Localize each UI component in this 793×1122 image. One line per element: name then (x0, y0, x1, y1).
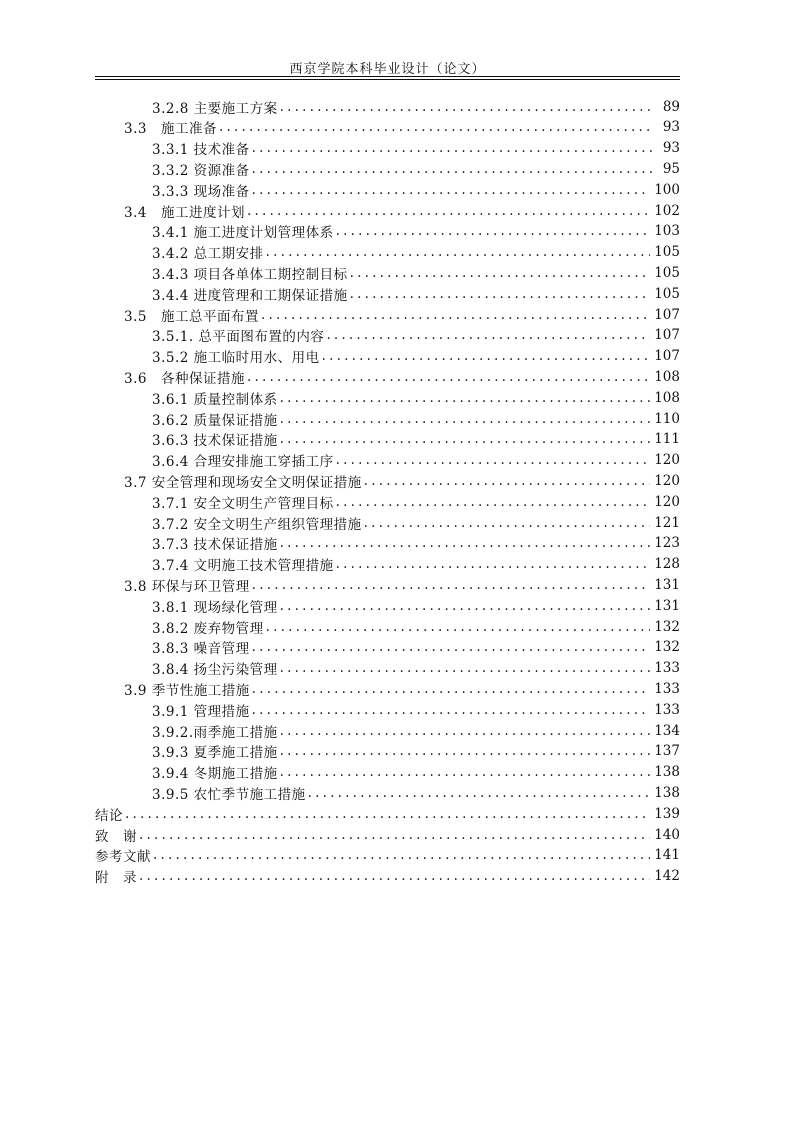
toc-entry-page: 133 (654, 660, 680, 677)
toc-entry[interactable] (124, 304, 680, 325)
toc-entry-label: 3.8.1 现场绿化管理 (152, 599, 278, 616)
toc-entry[interactable] (152, 762, 680, 783)
toc-leader-dots (364, 515, 651, 531)
toc-entry-label: 3.5.1. 总平面图布置的内容 (152, 329, 325, 346)
toc-entry-label: 3.4.4 进度管理和工期保证措施 (152, 287, 348, 304)
toc-entry-label: 3.7.4 文明施工技术管理措施 (152, 558, 334, 575)
toc-leader-dots (280, 764, 651, 780)
toc-entry-page: 140 (654, 826, 680, 843)
toc-entry-label: 3.9.5 农忙季节施工措施 (152, 786, 306, 803)
toc-leader-dots (252, 702, 651, 718)
header-rule-thin (95, 79, 680, 80)
toc-entry-label: 3.6.4 合理安排施工穿插工序 (152, 454, 334, 471)
toc-entry-label: 3.4.3 项目各单体工期控制目标 (152, 266, 348, 283)
toc-leader-dots (252, 681, 650, 697)
toc-entry[interactable] (152, 283, 680, 304)
toc-entry-page: 134 (654, 722, 680, 739)
toc-entry[interactable] (152, 96, 680, 117)
toc-leader-dots (280, 431, 651, 447)
toc-entry[interactable] (152, 720, 680, 741)
toc-entry-label: 附 录 (95, 870, 137, 887)
toc-entry-label: 3.9.2.雨季施工措施 (152, 724, 278, 741)
toc-leader-dots (252, 161, 654, 177)
toc-entry[interactable] (124, 366, 680, 387)
toc-entry[interactable] (124, 574, 680, 595)
toc-entry-label: 3.7 安全管理和现场安全文明保证措施 (124, 474, 362, 491)
toc-entry[interactable] (152, 637, 680, 658)
toc-entry-label: 3.7.3 技术保证措施 (152, 537, 278, 554)
toc-entry-page: 108 (654, 389, 680, 406)
toc-entry-page: 89 (662, 98, 680, 115)
toc-entry-label: 结论 (95, 807, 123, 824)
toc-entry-page: 108 (654, 368, 680, 385)
toc-entry[interactable] (152, 658, 680, 679)
toc-entry-page: 110 (654, 410, 680, 427)
toc-entry-label: 3.6 各种保证措施 (124, 370, 245, 387)
toc-entry-page: 105 (654, 285, 680, 302)
toc-entry[interactable] (152, 408, 680, 429)
toc-entry-page: 105 (654, 264, 680, 281)
toc-leader-dots (266, 619, 651, 635)
toc-entry-page: 107 (654, 306, 680, 323)
toc-leader-dots (308, 785, 651, 801)
toc-entry[interactable] (152, 533, 680, 554)
toc-leader-dots (252, 577, 650, 593)
toc-entry[interactable] (124, 117, 680, 138)
toc-entry-page: 105 (654, 244, 680, 261)
toc-leader-dots (139, 868, 650, 884)
toc-entry[interactable] (152, 782, 680, 803)
toc-entry-label: 致 谢 (95, 828, 137, 845)
toc-entry-page: 141 (654, 847, 680, 864)
toc-entry-label: 3.6.2 质量保证措施 (152, 412, 278, 429)
toc-entry-label: 3.8.2 废弃物管理 (152, 620, 264, 637)
toc-entry-page: 120 (654, 493, 680, 510)
toc-leader-dots (280, 723, 651, 739)
toc-entry-label: 3.6.3 技术保证措施 (152, 433, 278, 450)
toc-entry-page: 107 (654, 327, 680, 344)
header-rule-thick (95, 76, 680, 77)
page-header-title: 西京学院本科毕业设计（论文） (289, 62, 486, 77)
toc-leader-dots (247, 369, 650, 385)
toc-leader-dots (280, 535, 651, 551)
toc-entry-label: 3.8.4 扬尘污染管理 (152, 662, 278, 679)
toc-leader-dots (350, 286, 651, 302)
toc-entry-page: 107 (654, 348, 680, 365)
toc-entry-page: 138 (654, 764, 680, 781)
toc-entry[interactable] (152, 741, 680, 762)
toc-leader-dots (247, 203, 650, 219)
toc-entry-page: 128 (654, 556, 680, 573)
toc-entry-label: 3.4.1 施工进度计划管理体系 (152, 225, 334, 242)
toc-leader-dots (350, 265, 651, 281)
toc-entry-page: 123 (654, 535, 680, 552)
toc-leader-dots (280, 660, 651, 676)
toc-entry[interactable] (152, 262, 680, 283)
toc-entry-label: 3.5.2 施工临时用水、用电 (152, 350, 320, 367)
toc-entry-label: 3.5 施工总平面布置 (124, 308, 259, 325)
toc-entry-page: 102 (654, 202, 680, 219)
toc-entry-page: 139 (654, 805, 680, 822)
toc-entry-page: 120 (654, 452, 680, 469)
toc-entry-label: 3.9 季节性施工措施 (124, 682, 250, 699)
toc-entry[interactable] (152, 221, 680, 242)
toc-entry-page: 131 (654, 597, 680, 614)
toc-entry-page: 133 (654, 701, 680, 718)
toc-entry-label: 3.8.3 噪音管理 (152, 641, 250, 658)
toc-entry[interactable] (152, 242, 680, 263)
toc-entry-label: 3.3.2 资源准备 (152, 162, 250, 179)
toc-leader-dots (322, 348, 651, 364)
toc-entry-label: 3.8 环保与环卫管理 (124, 578, 250, 595)
toc-entry[interactable] (152, 554, 680, 575)
toc-entry[interactable] (152, 512, 680, 533)
toc-entry-page: 93 (662, 119, 680, 136)
toc-leader-dots (280, 99, 654, 115)
toc-leader-dots (280, 598, 651, 614)
toc-entry[interactable] (152, 387, 680, 408)
toc-entry[interactable] (152, 158, 680, 179)
toc-entry[interactable] (152, 179, 680, 200)
toc-leader-dots (252, 182, 651, 198)
toc-leader-dots (280, 411, 651, 427)
toc-entry-label: 参考文献 (95, 849, 151, 866)
toc-entry-page: 111 (654, 431, 680, 448)
toc-entry-label: 3.2.8 主要施工方案 (152, 100, 278, 117)
toc-leader-dots (261, 307, 650, 323)
toc-leader-dots (219, 119, 654, 135)
toc-entry[interactable] (95, 845, 680, 866)
toc-entry-label: 3.9.3 夏季施工措施 (152, 745, 278, 762)
toc-entry-page: 121 (654, 514, 680, 531)
toc-entry-page: 137 (654, 743, 680, 760)
toc-entry-label: 3.3 施工准备 (124, 121, 217, 138)
toc-entry-page: 132 (654, 639, 680, 656)
toc-entry[interactable] (152, 616, 680, 637)
toc-entry-page: 132 (654, 618, 680, 635)
toc-entry-label: 3.9.4 冬期施工措施 (152, 766, 278, 783)
toc-leader-dots (336, 452, 651, 468)
toc-entry-label: 3.3.1 技术准备 (152, 142, 250, 159)
toc-entry-label: 3.7.2 安全文明生产组织管理措施 (152, 516, 362, 533)
toc-entry[interactable] (124, 200, 680, 221)
toc-leader-dots (266, 244, 651, 260)
toc-leader-dots (336, 223, 651, 239)
toc-leader-dots (139, 827, 650, 843)
toc-entry-label: 3.3.3 现场准备 (152, 183, 250, 200)
toc-leader-dots (280, 743, 651, 759)
toc-leader-dots (336, 494, 651, 510)
toc-leader-dots (153, 847, 650, 863)
toc-entry[interactable] (152, 491, 680, 512)
toc-leader-dots (326, 327, 650, 343)
toc-entry[interactable] (152, 138, 680, 159)
toc-entry[interactable] (152, 346, 680, 367)
toc-leader-dots (252, 639, 651, 655)
toc-leader-dots (125, 806, 650, 822)
toc-entry-page: 100 (654, 181, 680, 198)
toc-entry-page: 103 (654, 223, 680, 240)
toc-entry-page: 93 (662, 140, 680, 157)
toc-entry-label: 3.4 施工进度计划 (124, 204, 245, 221)
toc-entry[interactable] (152, 450, 680, 471)
toc-entry[interactable] (95, 803, 680, 824)
toc-entry-page: 138 (654, 784, 680, 801)
toc-entry-page: 131 (654, 576, 680, 593)
toc-leader-dots (336, 556, 651, 572)
toc-leader-dots (364, 473, 650, 489)
toc-entry[interactable] (152, 325, 680, 346)
toc-entry-label: 3.9.1 管理措施 (152, 703, 250, 720)
toc-entry-label: 3.7.1 安全文明生产管理目标 (152, 495, 334, 512)
toc-entry-page: 142 (654, 868, 680, 885)
toc-leader-dots (280, 390, 651, 406)
toc-entry[interactable] (152, 699, 680, 720)
toc-leader-dots (252, 140, 654, 156)
toc-entry[interactable] (124, 678, 680, 699)
toc-entry[interactable] (152, 595, 680, 616)
toc-entry-page: 120 (654, 472, 680, 489)
toc-entry-label: 3.6.1 质量控制体系 (152, 391, 278, 408)
toc-entry[interactable] (95, 824, 680, 845)
toc-entry-page: 95 (662, 160, 680, 177)
toc-entry-label: 3.4.2 总工期安排 (152, 246, 264, 263)
toc-entry[interactable] (95, 866, 680, 887)
toc-entry-page: 133 (654, 680, 680, 697)
toc-entry[interactable] (124, 470, 680, 491)
toc-entry[interactable] (152, 429, 680, 450)
